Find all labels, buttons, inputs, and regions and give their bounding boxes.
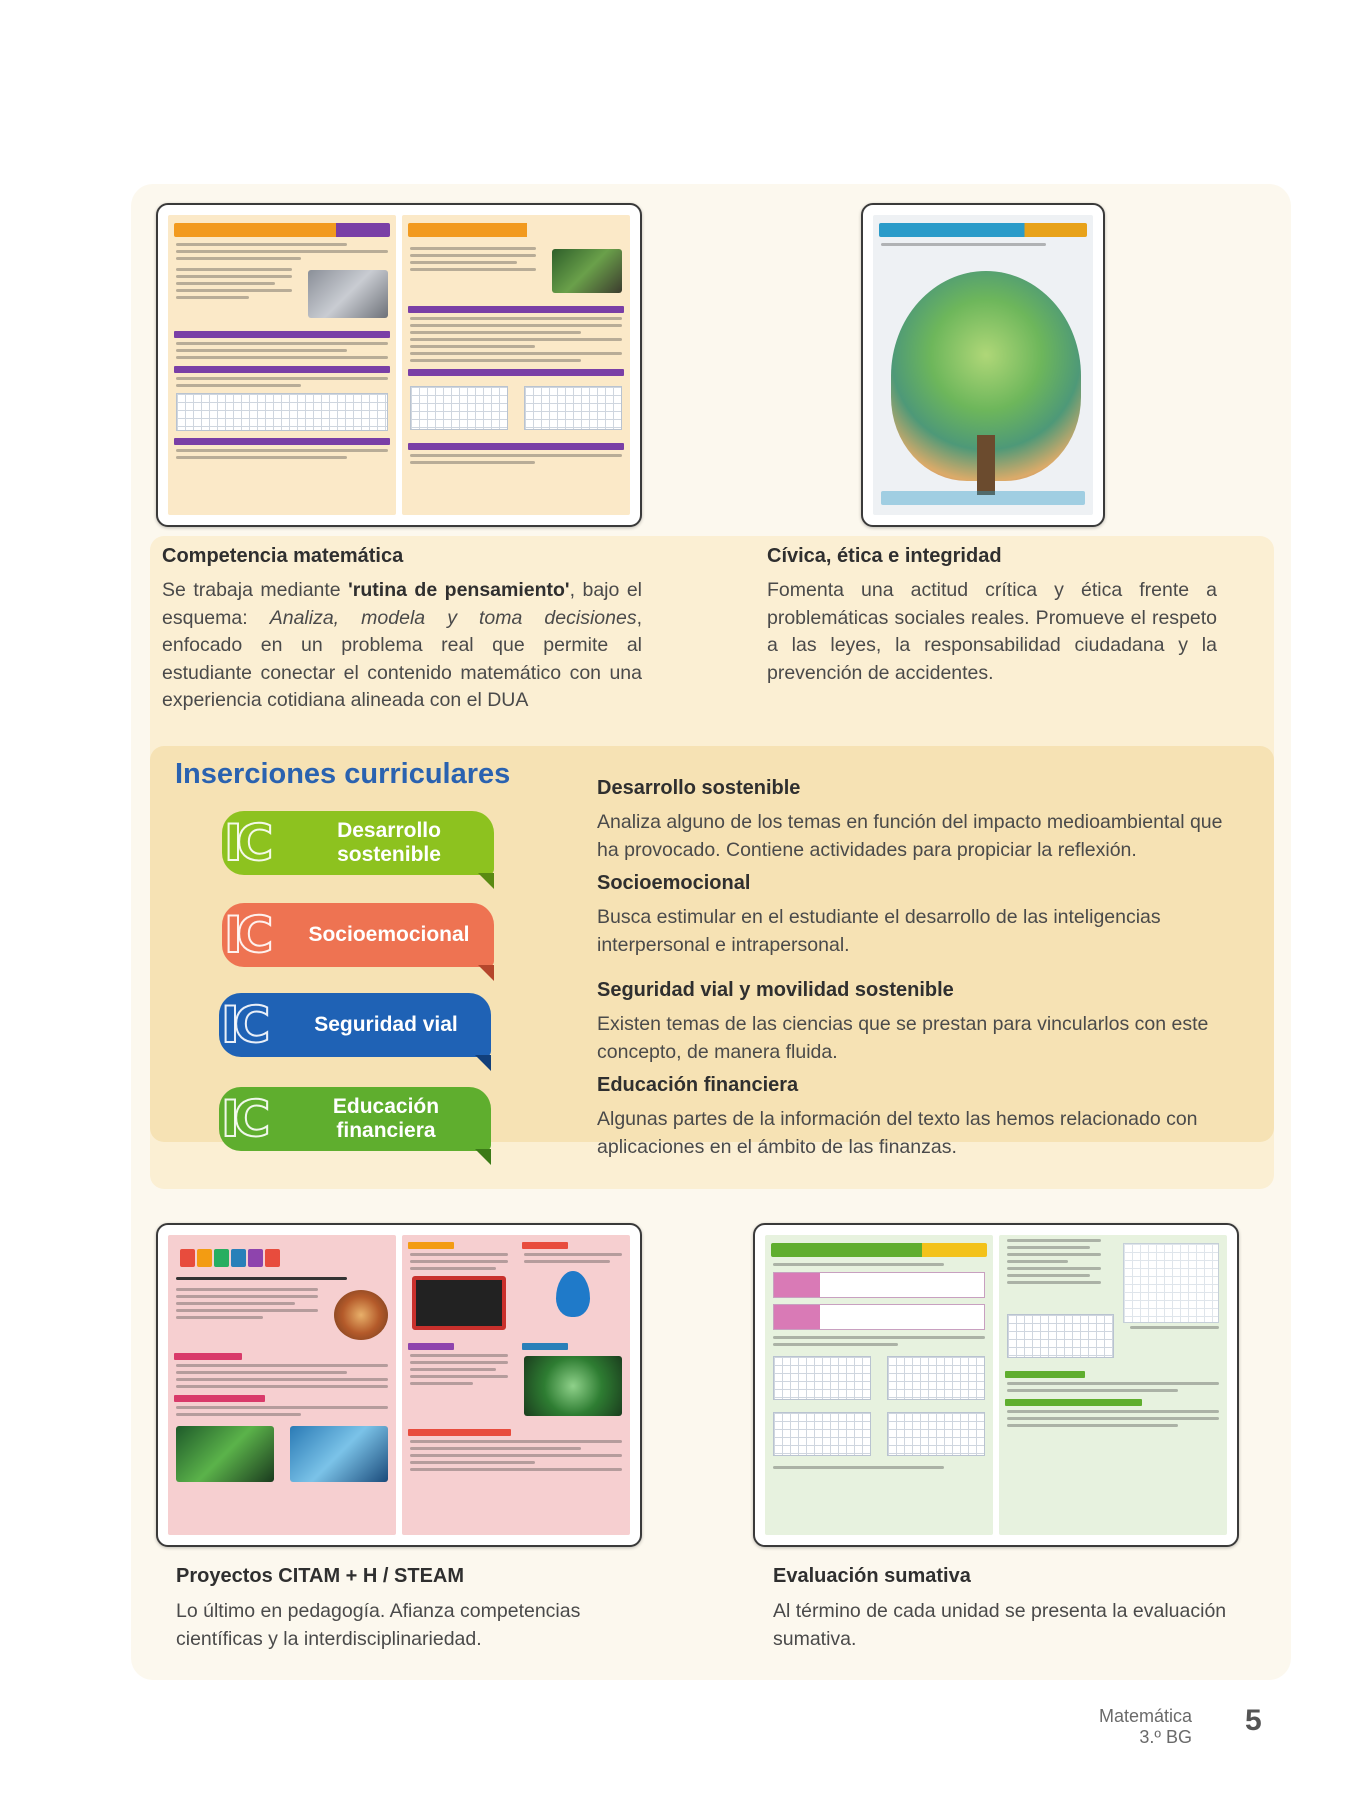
- ic-icon: IC: [224, 814, 268, 872]
- citam-spread-thumbnail: [156, 1223, 642, 1547]
- ic-icon: IC: [224, 906, 268, 964]
- math-spread-thumbnail: [156, 203, 642, 527]
- citam-section-title: Proyectos CITAM + H / STEAM: [176, 1565, 465, 1587]
- citam-page-right: [402, 1235, 630, 1535]
- math-page-left: [168, 215, 396, 515]
- citam-page-left: [168, 1235, 396, 1535]
- insertion-text-socioemocional: Busca estimular en el estudiante el desarrollo de las inteligencias interpersonal e intrapersonal.: [597, 906, 1161, 956]
- badge-seguridad-vial: [219, 993, 499, 1057]
- math-page-right: [402, 215, 630, 515]
- insertions-title: Inserciones curriculares: [175, 758, 511, 790]
- page-number: 5: [1245, 1704, 1262, 1737]
- insertion-text-seguridad: Existen temas de las ciencias que se prestan para vincularlos con este concepto, de manera fluida.: [597, 1013, 1209, 1063]
- insertion-text-financiera: Algunas partes de la información del texto las hemos relacionado con aplicaciones en el ámbito de las finanzas.: [597, 1108, 1198, 1158]
- math-section-title: Competencia matemática: [162, 545, 404, 567]
- evaluation-spread-thumbnail: [753, 1223, 1239, 1547]
- evaluation-page-right: [999, 1235, 1227, 1535]
- badge-label: Educación financiera: [332, 1095, 440, 1142]
- badge-label: Seguridad vial: [314, 1013, 458, 1036]
- ic-icon: IC: [221, 996, 265, 1054]
- insertion-title-financiera: Educación financiera: [597, 1074, 799, 1096]
- badge-desarrollo-sostenible: [222, 811, 502, 875]
- footer-subject: [1099, 1706, 1192, 1748]
- civic-page-thumbnail: [861, 203, 1105, 527]
- citam-logo: [180, 1249, 280, 1267]
- civic-section-title: Cívica, ética e integridad: [767, 545, 1002, 567]
- civic-page: [873, 215, 1093, 515]
- footer-subject-name: Matemática: [1098, 1706, 1192, 1726]
- badge-label: Socioemocional: [308, 923, 470, 946]
- insertion-text-desarrollo: Analiza alguno de los temas en función del impacto medioambiental que ha provocado. Contiene actividades para propiciar la reflexión.: [597, 811, 1223, 861]
- civic-section-text: Fomenta una actitud crítica y ética frente a problemáticas sociales reales. Promueve el respeto a las leyes, la responsabilidad ciudadana y la prevención de accidentes.: [767, 579, 1217, 684]
- math-section-text: Se trabaja mediante 'rutina de pensamiento', bajo el esquema: Analiza, modela y toma decisiones, enfocado en un problema real que permite al estudiante conectar el contenido matemático con una experiencia cotidiana alineada con el DUA: [162, 579, 642, 711]
- evaluation-page-left: [765, 1235, 993, 1535]
- insertion-title-seguridad: Seguridad vial y movilidad sostenible: [597, 979, 954, 1001]
- insertion-title-socioemocional: Socioemocional: [597, 872, 751, 894]
- ic-icon: IC: [221, 1090, 265, 1148]
- insertion-title-desarrollo: Desarrollo sostenible: [597, 777, 801, 799]
- citam-section-text: Lo último en pedagogía. Afianza competencias científicas y la interdisciplinariedad.: [176, 1600, 581, 1650]
- footer-grade: 3.º BG: [1139, 1727, 1192, 1747]
- evaluation-section-title: Evaluación sumativa: [773, 1565, 971, 1587]
- badge-label: Desarrollo sostenible: [337, 819, 441, 866]
- badge-socioemocional: [222, 903, 502, 967]
- evaluation-section-text: Al término de cada unidad se presenta la evaluación sumativa.: [773, 1600, 1227, 1650]
- badge-educacion-financiera: [219, 1087, 499, 1151]
